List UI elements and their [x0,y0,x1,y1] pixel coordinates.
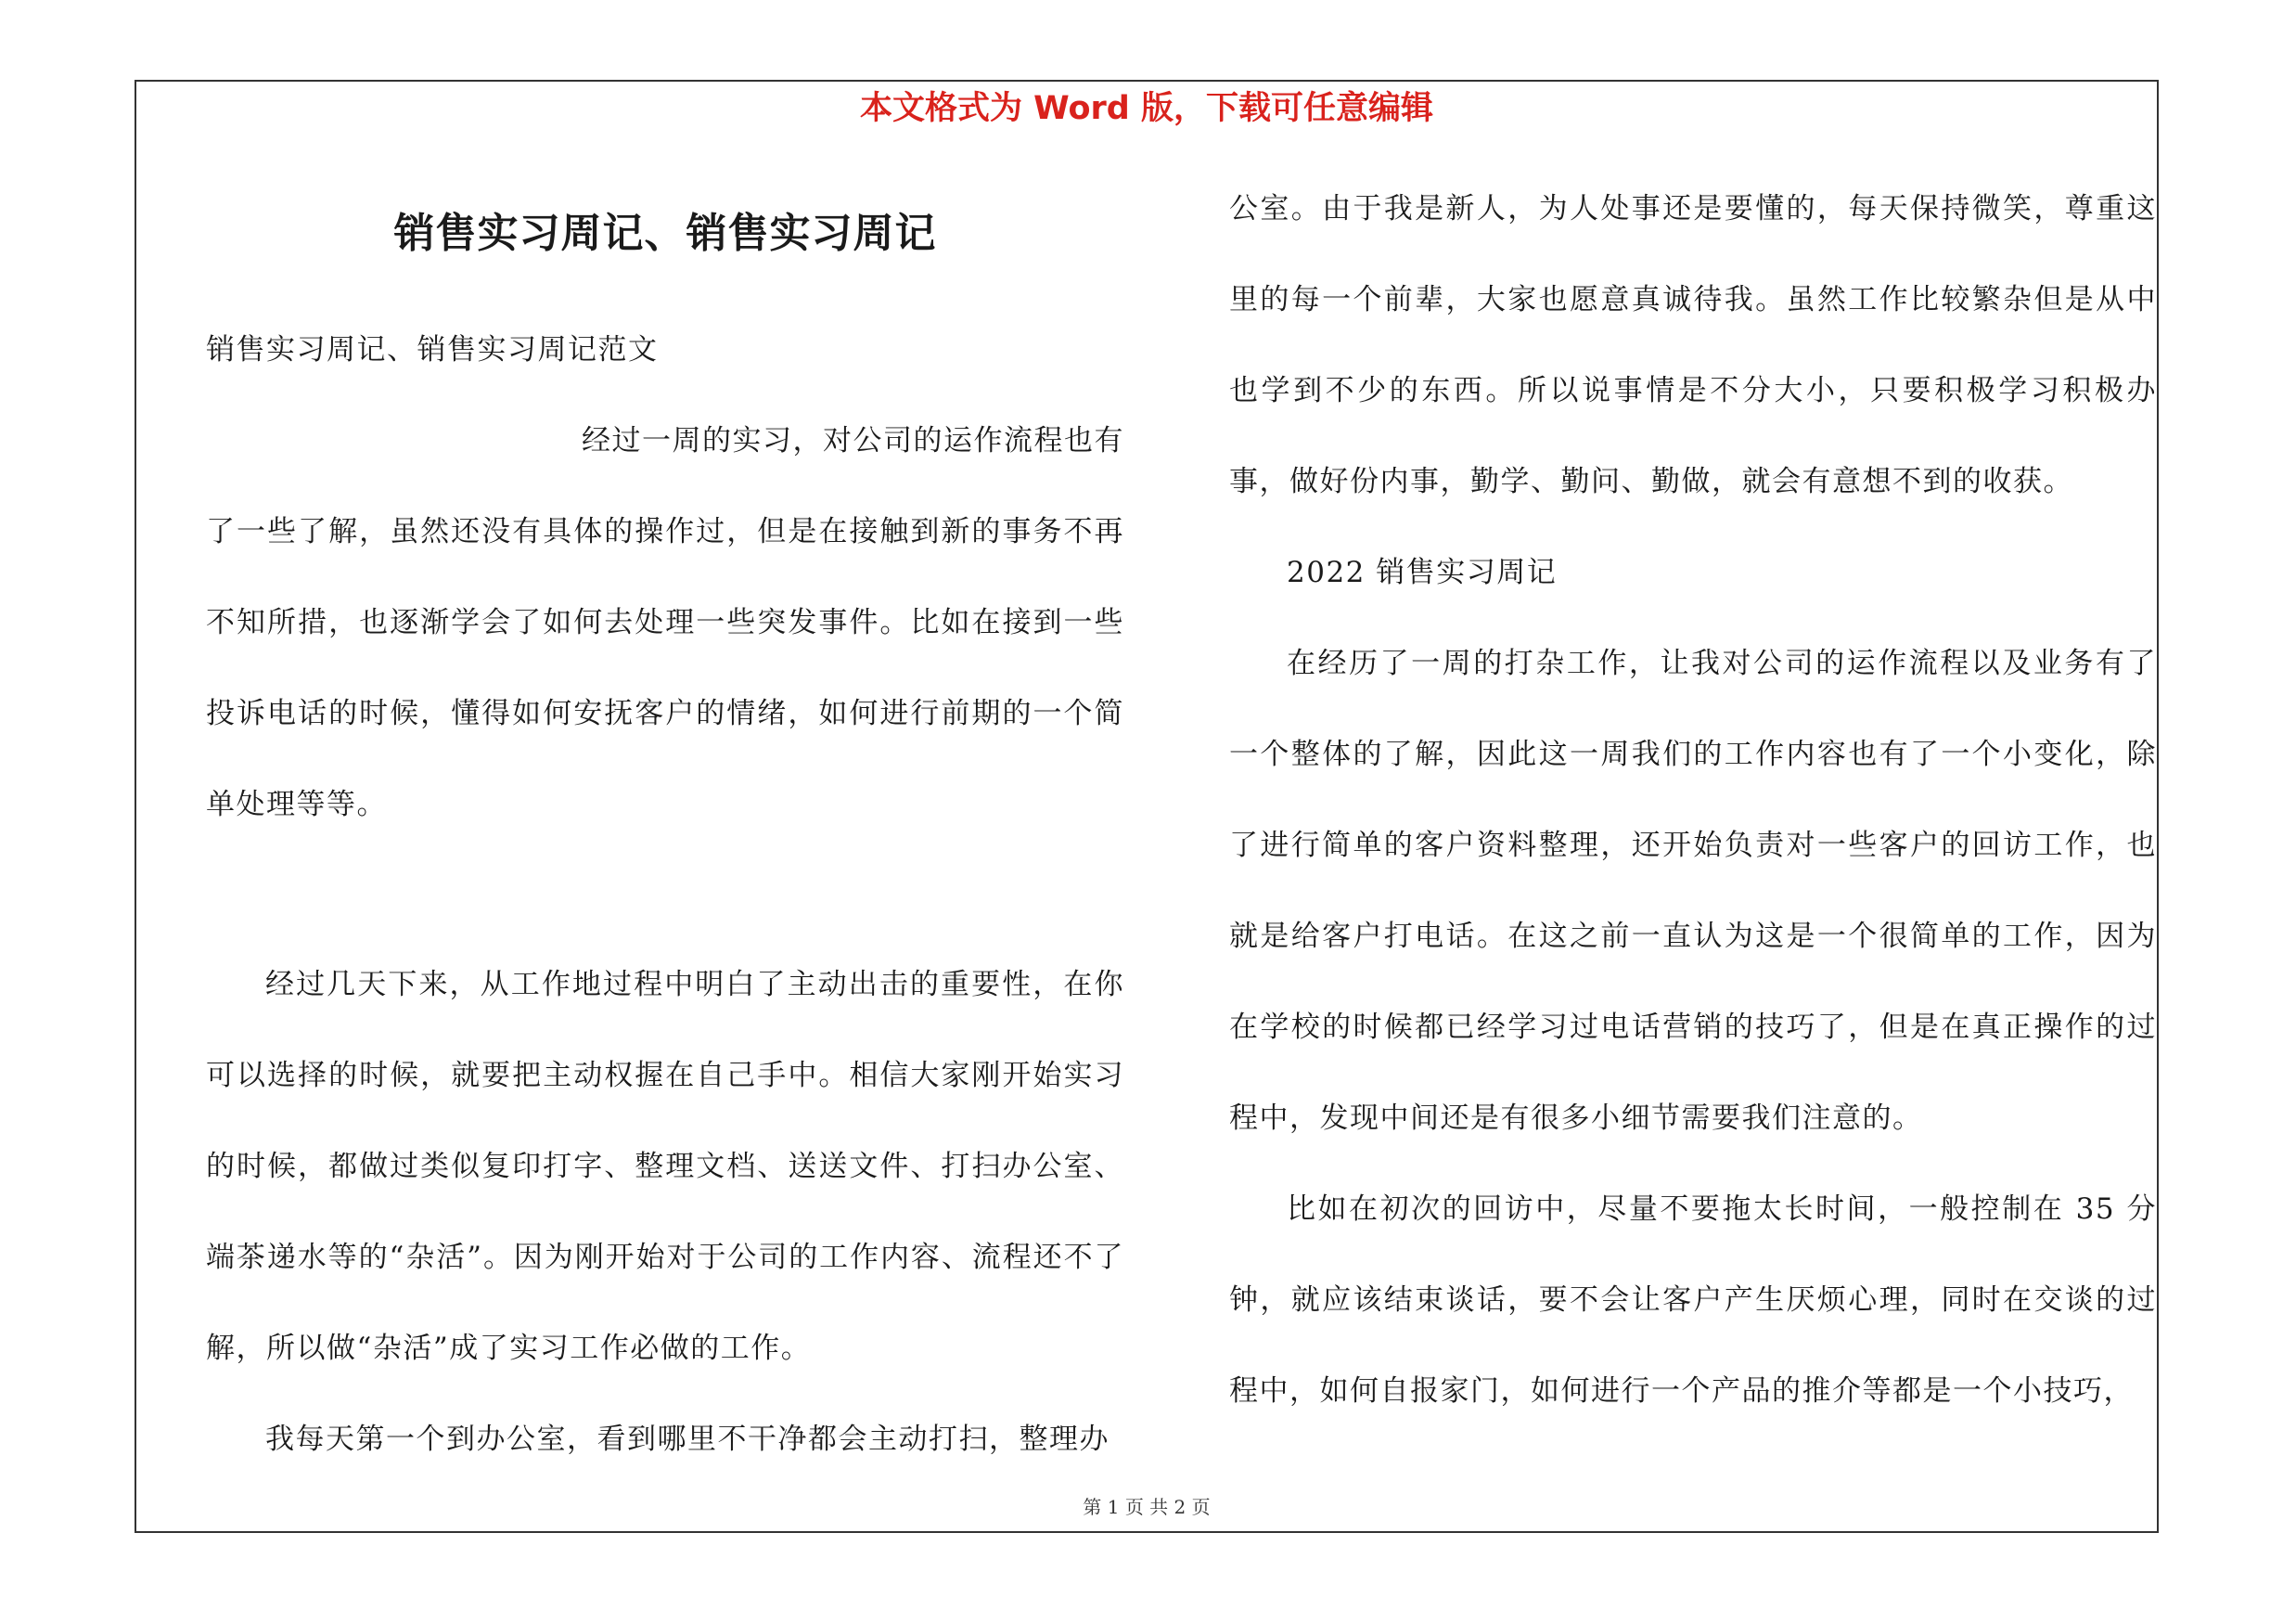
left-paragraph-4: 我每天第一个到办公室，看到哪里不干净都会主动打扫，整理办 [265,1423,1110,1456]
left-paragraph-2: 了一些了解，虽然还没有具体的操作过，但是在接触到新的事务不再不知所措，也逐渐学会了如何去处理一些突发事件。比如在接到一些投诉电话的时候，懂得如何安抚客户的情绪，如何进行前期的一个简单处理等等。 [206,515,1124,821]
document-title: 销售实习周记、销售实习周记 [393,210,937,257]
page-number-footer: 第 1 页 共 2 页 [1083,1496,1211,1518]
right-heading-2022: 2022 销售实习周记 [1287,556,1558,589]
left-paragraph-3: 经过几天下来，从工作地过程中明白了主动出击的重要性，在你可以选择的时候，就要把主动权握在自己手中。相信大家刚开始实习的时候，都做过类似复印打字、整理文档、送送文件、打扫办公室、端茶递水等的“杂活”。因为刚开始对于公司的工作内容、流程还不了解，所以做“杂活”成了实习工作必做的工作。 [206,968,1124,1365]
right-paragraph-3: 比如在初次的回访中，尽量不要拖太长时间，一般控制在 35 分钟，就应该结束谈话，要不会让客户产生厌烦心理，同时在交谈的过程中，如何自报家门，如何进行一个产品的推介等都是一个小技巧， [1229,1192,2157,1408]
format-banner: 本文格式为 Word 版，下载可任意编辑 [859,90,1434,127]
right-paragraph-1: 公室。由于我是新人，为人处事还是要懂的，每天保持微笑，尊重这里的每一个前辈，大家也愿意真诚待我。虽然工作比较繁杂但是从中也学到不少的东西。所以说事情是不分大小，只要积极学习积极办事，做好份内事，勤学、勤问、勤做，就会有意想不到的收获。 [1229,192,2157,498]
right-paragraph-2: 在经历了一周的打杂工作，让我对公司的运作流程以及业务有了一个整体的了解，因此这一周我们的工作内容也有了一个小变化，除了进行简单的客户资料整理，还开始负责对一些客户的回访工作，也就是给客户打电话。在这之前一直认为这是一个很简单的工作，因为在学校的时候都已经学习过电话营销的技巧了，但是在真正操作的过程中，发现中间还是有很多小细节需要我们注意的。 [1229,647,2157,1135]
subtitle: 销售实习周记、销售实习周记范文 [206,333,659,367]
left-paragraph-1: 经过一周的实习，对公司的运作流程也有 [582,424,1124,457]
